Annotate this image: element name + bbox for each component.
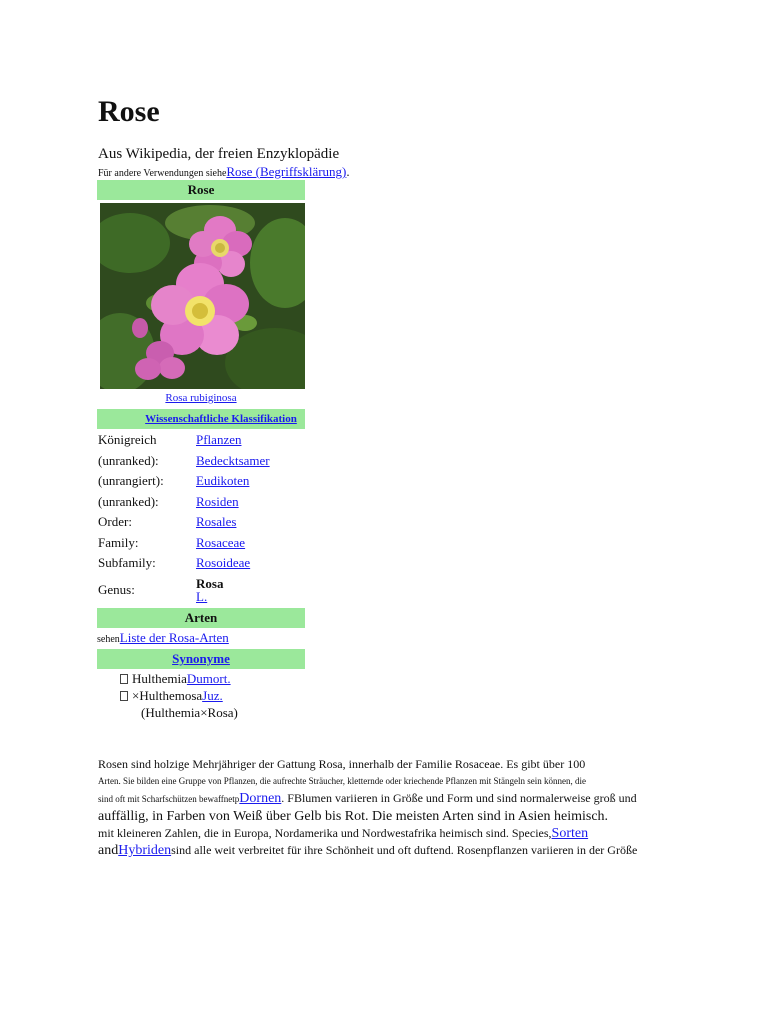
synonyms-header <box>97 649 305 669</box>
taxon-rank: (unrangiert): <box>98 473 164 488</box>
synonyms-list <box>120 670 238 721</box>
bullet-box-icon <box>120 674 128 684</box>
see-prefix: sehen <box>97 634 120 645</box>
body-line <box>98 790 718 808</box>
body-text: mit kleineren Zahlen, die in Europa, Nordamerika und Nordwestafrika heimisch sind. Species, <box>98 826 552 840</box>
species-header: Arten <box>97 608 305 628</box>
species-list-link[interactable]: Liste der Rosa-Arten <box>119 630 229 645</box>
infobox <box>97 180 305 720</box>
species-list-line <box>97 630 229 646</box>
hybrids-link[interactable]: Hybriden <box>118 843 172 858</box>
taxon-rank: (unranked): <box>98 453 159 468</box>
cultivars-link[interactable]: Sorten <box>551 826 589 841</box>
hatnote-prefix: Für andere Verwendungen siehe <box>98 168 227 179</box>
rose-photo-illustration <box>100 203 305 389</box>
list-item <box>120 670 238 687</box>
hatnote-suffix: . <box>346 164 350 179</box>
image-caption-link[interactable]: Rosa rubiginosa <box>165 392 237 404</box>
taxon-link[interactable]: Rosoideae <box>196 555 251 570</box>
synonyms-link[interactable]: Synonyme <box>172 651 230 666</box>
taxon-rank: Königreich <box>98 432 157 447</box>
synonym-author-link[interactable]: Dumort. <box>186 671 231 686</box>
rose-image[interactable] <box>100 203 305 389</box>
synonym-name: Hulthemia <box>132 671 187 686</box>
thorns-link[interactable]: Dornen <box>239 791 282 806</box>
taxon-rank: Genus: <box>98 582 135 597</box>
body-line: auffällig, in Farben von Weiß über Gelb bis Rot. Die meisten Arten sind in Asien heimisch. <box>98 809 609 824</box>
taxon-link[interactable]: Pflanzen <box>196 432 242 447</box>
body-text: . FBlumen variieren in Größe und Form und sind normalerweise groß und <box>281 791 637 805</box>
body-line <box>98 842 718 859</box>
bullet-box-icon <box>120 691 128 701</box>
disambiguation-link[interactable]: Rose (Begriffsklärung) <box>226 164 347 179</box>
body-line: Arten. Sie bilden eine Gruppe von Pflanzen, die aufrechte Sträucher, kletternde oder kriechende Pflanzen mit Stängeln sein können, die <box>98 776 586 786</box>
article-body <box>98 756 718 859</box>
genus-name: Rosa <box>196 576 224 591</box>
taxon-rank: Order: <box>98 514 132 529</box>
taxon-link[interactable]: Rosiden <box>196 494 239 509</box>
taxon-link[interactable]: Rosaceae <box>196 535 246 550</box>
body-line <box>98 825 718 842</box>
classification-link[interactable]: Wissenschaftliche Klassifikation <box>145 413 297 425</box>
genus-value <box>196 576 223 605</box>
page-subtitle: Aus Wikipedia, der freien Enzyklopädie <box>98 146 340 162</box>
classification-header <box>97 409 305 429</box>
body-text: sind oft mit Scharfschützen bewaffnetp <box>98 794 240 804</box>
taxon-link[interactable]: Rosales <box>196 514 237 529</box>
body-text: and <box>98 843 119 858</box>
list-item <box>120 687 238 704</box>
hatnote <box>98 164 350 180</box>
taxon-rank: (unranked): <box>98 494 159 509</box>
taxon-rank: Subfamily: <box>98 555 156 570</box>
synonym-author-link[interactable]: Juz. <box>202 688 223 703</box>
synonym-note: (Hulthemia×Rosa) <box>141 705 238 720</box>
page-title: Rose <box>98 95 160 128</box>
body-text: sind alle weit verbreitet für ihre Schönheit und oft duftend. Rosenpflanzen variieren in der Größe <box>171 843 638 857</box>
taxon-link[interactable]: Bedecktsamer <box>196 453 270 468</box>
taxon-rank: Family: <box>98 535 139 550</box>
infobox-title: Rose <box>97 180 305 200</box>
synonym-name: ×Hulthemosa <box>132 688 203 703</box>
body-line: Rosen sind holzige Mehrjähriger der Gattung Rosa, innerhalb der Familie Rosaceae. Es gibt über 100 <box>98 757 586 771</box>
genus-author-link[interactable]: L. <box>196 589 208 604</box>
taxon-link[interactable]: Eudikoten <box>196 473 250 488</box>
